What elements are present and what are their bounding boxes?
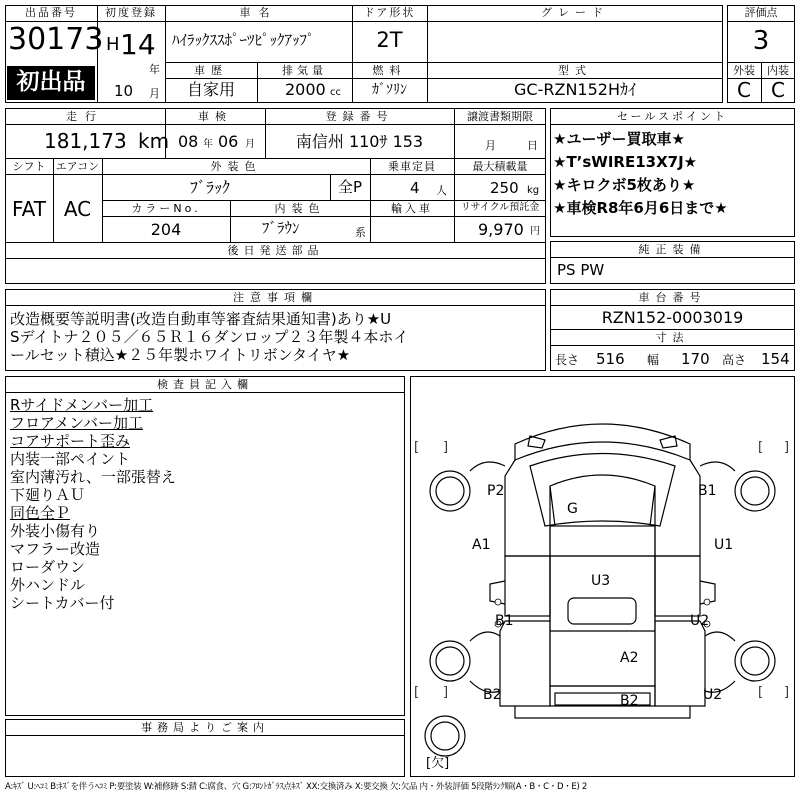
sales-points-label: セールスポイント <box>616 110 728 123</box>
ac-label: エアコン <box>55 160 100 173</box>
damage-mark: U3 <box>591 573 611 589</box>
color-no-label: カラーNo. <box>131 202 201 215</box>
mileage-label: 走行 <box>66 110 104 123</box>
recycle-value: 9,970 <box>478 220 524 239</box>
bracket-marker: [ <box>414 440 420 455</box>
score-value: 3 <box>752 26 770 56</box>
first-listing-badge: 初出品 <box>7 66 95 100</box>
inspection-month-unit: 月 <box>245 139 255 150</box>
fuel-label: 燃料 <box>372 64 407 77</box>
office-label: 事務局よりご案内 <box>141 721 269 734</box>
inspector-note-line: 外装小傷有り <box>10 522 101 540</box>
inspection-label: 車検 <box>198 110 232 123</box>
shift-value: FAT <box>11 197 46 221</box>
first-reg-year-unit: 年 <box>149 63 160 76</box>
inspector-label: 検査員記入欄 <box>157 378 253 391</box>
transfer-deadline-day-unit: 日 <box>527 139 538 152</box>
car-name-label: 車名 <box>239 6 278 19</box>
damage-mark: A1 <box>472 537 491 553</box>
score-label: 評価点 <box>744 6 778 19</box>
notes-line: Sデイトナ２０５／６５Ｒ１６ダンロップ２３年製４本ホイ <box>10 328 409 346</box>
inspector-notes <box>10 396 176 612</box>
model-value: GC-RZN152Hｶｲ <box>514 80 636 99</box>
damage-mark: B2 <box>483 687 502 703</box>
first-reg-month-unit: 月 <box>149 87 160 100</box>
mileage-value: 181,173 <box>44 129 127 153</box>
first-reg-label: 初度登録 <box>105 6 157 19</box>
interior-color-unit: 系 <box>355 226 366 239</box>
interior-grade: C <box>771 78 785 102</box>
inspector-note-line: マフラー改造 <box>10 540 101 558</box>
height-label: 高さ <box>722 353 747 367</box>
capacity-value: 4 <box>410 179 420 197</box>
length-label: 長さ <box>555 353 580 367</box>
inspector-note-line: 外ハンドル <box>10 576 86 594</box>
capacity-unit: 人 <box>436 184 447 197</box>
sales-point-item: ★T’sWIRE13X7J★ <box>553 153 698 171</box>
damage-mark: G <box>567 501 578 517</box>
max-load-unit: kg <box>527 185 540 196</box>
sales-point-item: ★キロクボ5枚あり★ <box>553 176 696 194</box>
later-parts-label: 後日発送部品 <box>227 244 324 257</box>
sales-point-item: ★ユーザー買取車★ <box>553 130 685 148</box>
dimensions-label: 寸法 <box>655 331 690 344</box>
inspector-note-line: ローダウン <box>10 558 86 576</box>
bracket-marker: ] <box>443 685 449 700</box>
notes-text <box>10 310 408 364</box>
shift-label: シフト <box>12 160 46 173</box>
exterior-color-label: 外装色 <box>210 160 262 173</box>
inspector-note-line: シートカバー付 <box>10 594 115 612</box>
interior-color-label: 内装色 <box>274 202 326 215</box>
inspector-note-line: 内装一部ペイント <box>10 450 131 468</box>
capacity-label: 乗車定員 <box>388 160 436 173</box>
bracket-marker: [ <box>758 440 764 455</box>
displacement-value: 2000 <box>285 80 326 99</box>
damage-mark: U1 <box>714 537 734 553</box>
inspector-note-line: Rサイドメンバー加工 <box>10 396 154 414</box>
door-type: 2T <box>376 28 403 52</box>
inspection-year-unit: 年 <box>203 139 213 150</box>
inspector-note-line: 室内薄汚れ、一部張替え <box>10 468 176 486</box>
inspector-note-line: フロアメンバー加工 <box>10 414 144 432</box>
notes-label: 注意事項欄 <box>233 291 318 304</box>
recycle-unit: 円 <box>530 226 540 237</box>
genuine-equipment-label: 純正装備 <box>638 243 707 256</box>
grade-label: グレード <box>541 6 609 19</box>
exterior-grade-label: 外装 <box>733 64 755 77</box>
missing-mark: [欠] <box>426 756 450 771</box>
height-value: 154 <box>761 350 790 368</box>
inspection-year: 08 <box>178 132 199 151</box>
interior-grade-label: 内装 <box>767 64 789 77</box>
import-label: 輸入車 <box>391 202 433 215</box>
plate-label: 登録番号 <box>325 110 394 123</box>
width-value: 170 <box>681 350 710 368</box>
first-reg-year: 14 <box>120 28 156 61</box>
displacement-unit: cc <box>330 87 341 98</box>
inspector-note-line: コアサポート歪み <box>10 432 131 450</box>
car-name: ﾊｲﾗｯｸｽｽﾎﾟｰﾂﾋﾟｯｸｱｯﾌﾟ <box>172 31 315 49</box>
damage-mark: A2 <box>620 650 639 666</box>
sales-point-item: ★車検R8年6月6日まで★ <box>553 199 728 217</box>
first-reg-era: H <box>106 34 120 55</box>
mileage-unit: km <box>138 129 170 153</box>
displacement-label: 排気量 <box>282 64 327 77</box>
damage-mark: B2 <box>620 693 639 709</box>
bracket-marker: ] <box>443 440 449 455</box>
interior-color-value: ﾌﾞﾗｳﾝ <box>262 219 300 237</box>
width-label: 幅 <box>647 353 660 367</box>
history-label: 車歴 <box>194 64 228 77</box>
damage-mark: B1 <box>495 613 514 629</box>
bracket-marker: ] <box>784 440 790 455</box>
transfer-deadline-month-unit: 月 <box>485 139 496 152</box>
door-type-label: ドア形状 <box>363 6 416 19</box>
chassis-value: RZN152-0003019 <box>601 308 744 327</box>
lot-number-label: 出品番号 <box>25 6 77 19</box>
legend-text: A:ｷｽﾞ U:ﾍｺﾐ B:ｷｽﾞを伴うﾍｺﾐ P:要塗装 W:補修跡 S:錆 C:腐食、穴 G:ﾌﾛﾝﾄｶﾞﾗｽ点ｷｽﾞ XX:交換済み X:要交換 欠:欠品 内・外装評価 5段階ﾗﾝｸ順(A・B・C・D・E) 2 <box>5 782 588 792</box>
first-reg-month: 10 <box>114 82 134 100</box>
model-label: 型式 <box>558 64 592 77</box>
inspector-note-line: 同色全Ｐ <box>10 504 71 522</box>
recycle-label: リサイクル預託金 <box>460 202 540 213</box>
notes-line: ールセット積込★２５年製ホワイトリボンタイヤ★ <box>10 346 351 364</box>
bracket-marker: [ <box>758 685 764 700</box>
history-value: 自家用 <box>186 80 235 99</box>
inspector-note-line: 下廻りＡＵ <box>10 486 86 504</box>
fuel-value: ｶﾞｿﾘﾝ <box>372 82 407 98</box>
damage-mark: P2 <box>487 483 505 499</box>
max-load-value: 250 <box>490 179 519 197</box>
bracket-marker: ] <box>784 685 790 700</box>
sales-points-list <box>553 128 793 220</box>
full-paint-value: 全P <box>337 178 363 196</box>
damage-mark: B1 <box>698 483 717 499</box>
ac-value: AC <box>63 197 92 221</box>
lot-number: 30173 <box>8 22 104 57</box>
damage-mark: U2 <box>690 613 710 629</box>
inspection-month: 06 <box>218 132 239 151</box>
damage-mark: U2 <box>703 687 723 703</box>
bracket-marker: [ <box>414 685 420 700</box>
chassis-label: 車台番号 <box>638 291 707 304</box>
length-value: 516 <box>596 350 625 368</box>
exterior-color-value: ﾌﾞﾗｯｸ <box>190 178 231 197</box>
exterior-grade: C <box>737 78 751 102</box>
max-load-label: 最大積載量 <box>472 160 528 173</box>
notes-line: 改造概要等説明書(改造自動車等審査結果通知書)あり★U <box>10 310 392 328</box>
plate-value: 南信州 110ｻ 153 <box>295 132 424 151</box>
transfer-deadline-label: 譲渡書類期限 <box>467 110 533 123</box>
genuine-equipment-value: PS PW <box>557 261 605 279</box>
color-no-value: 204 <box>150 220 182 239</box>
